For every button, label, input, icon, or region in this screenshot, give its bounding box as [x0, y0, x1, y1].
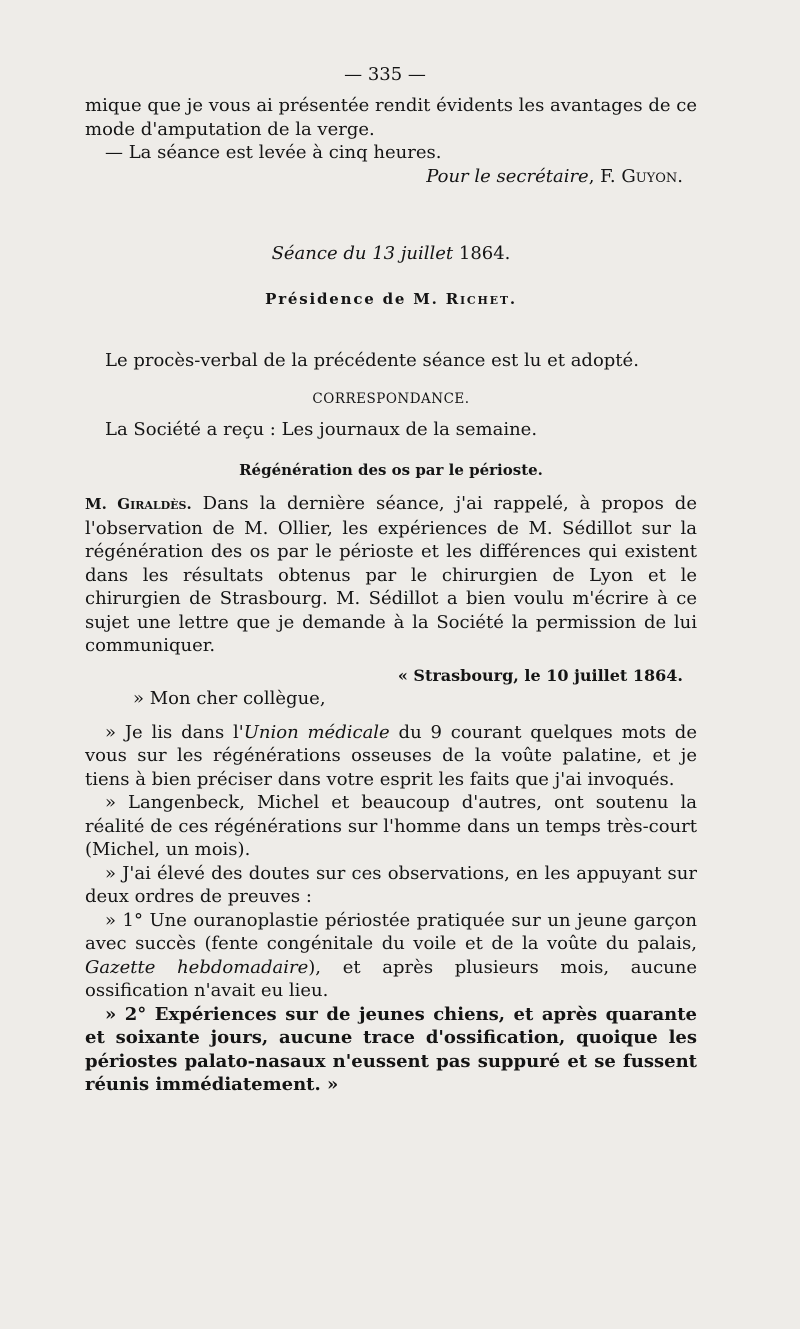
letter-place-date: « Strasbourg, le 10 juillet 1864.	[397, 665, 683, 685]
signature-end: .	[677, 165, 683, 187]
letter-p4-end: ), et après plusieurs mois, aucune ossification n'avait eu lieu.	[85, 956, 697, 1001]
seance-year: 1864.	[453, 243, 511, 264]
correspondance-heading: CORRESPONDANCE.	[312, 390, 470, 407]
letter-p1-start: » Je lis dans l'	[105, 721, 244, 743]
text-body	[85, 94, 697, 1097]
paragraph-societe: La Société a reçu : Les journaux de la semaine.	[105, 419, 538, 440]
signature-name: Guyon	[621, 165, 678, 187]
paragraph-seance-levee: — La séance est levée à cinq heures.	[105, 142, 442, 163]
speaker-text: Dans la dernière séance, j'ai rappelé, à propos de l'observation de M. Ollier, les expériences de M. Sédillot sur la régénération des os par le périoste et les différences qui existent dans les résultats obtenus par le chirurgien de Lyon et le chirurgien de Strasbourg. M. Sédillot a bien voulu m'écrire à ce sujet une lettre que je demande à la Société la permission de lui communiquer.	[85, 493, 697, 656]
presidence-heading	[85, 288, 697, 312]
paragraph-proces-verbal: Le procès-verbal de la précédente séance est lu et adopté.	[105, 350, 639, 371]
page-number: — 335 —	[344, 64, 426, 85]
seance-date: 13 juillet	[372, 243, 454, 264]
signature-role: Pour le secrétaire	[426, 165, 589, 187]
letter-p1-end: du 9 courant quelques mots de vous sur les régénérations osseuses de la voûte palatine, et je tiens à bien préciser dans votre esprit les faits que j'ai invoqués.	[85, 721, 697, 790]
letter-p4-journal: Gazette hebdomadaire	[85, 956, 309, 978]
presidence-name: Richet	[445, 289, 510, 308]
signature-initial: F.	[600, 165, 622, 187]
letter-paragraph-4	[85, 909, 697, 1003]
signature-line	[85, 165, 697, 189]
paragraph-giraldes	[85, 492, 697, 658]
presidence-end: .	[509, 289, 517, 308]
letter-p4-start: » 1° Une ouranoplastie périostée pratiquée sur un jeune garçon avec succès (fente congénitale du voile et de la voûte du palais,	[85, 909, 697, 954]
paragraph-continuation: mique que je vous ai présentée rendit évidents les avantages de ce mode d'amputation de la verge.	[85, 95, 697, 140]
section-heading-regeneration: Régénération des os par le périoste.	[239, 460, 543, 479]
letter-paragraph-3: » J'ai élevé des doutes sur ces observations, en les appuyant sur deux ordres de preuves :	[85, 862, 697, 907]
letter-p1-journal: Union médicale	[243, 721, 390, 743]
speaker-name: M. Giraldès.	[85, 495, 192, 513]
letter-paragraph-1	[85, 721, 697, 792]
seance-label: Séance du	[271, 243, 373, 264]
letter-salutation: » Mon cher collègue,	[133, 688, 326, 709]
seance-heading	[85, 242, 697, 266]
letter-paragraph-5: » 2° Expériences sur de jeunes chiens, et après quarante et soixante jours, aucune trace d'ossification, quoique les périostes palato-nasaux n'eussent pas suppuré et se fussent réunis immédiatement. »	[85, 1003, 697, 1095]
presidence-label: Présidence de M.	[265, 289, 446, 308]
signature-separator: ,	[588, 165, 601, 187]
letter-paragraph-2: » Langenbeck, Michel et beaucoup d'autres, ont soutenu la réalité de ces régénérations sur l'homme dans un temps très-court (Michel, un mois).	[85, 792, 697, 860]
